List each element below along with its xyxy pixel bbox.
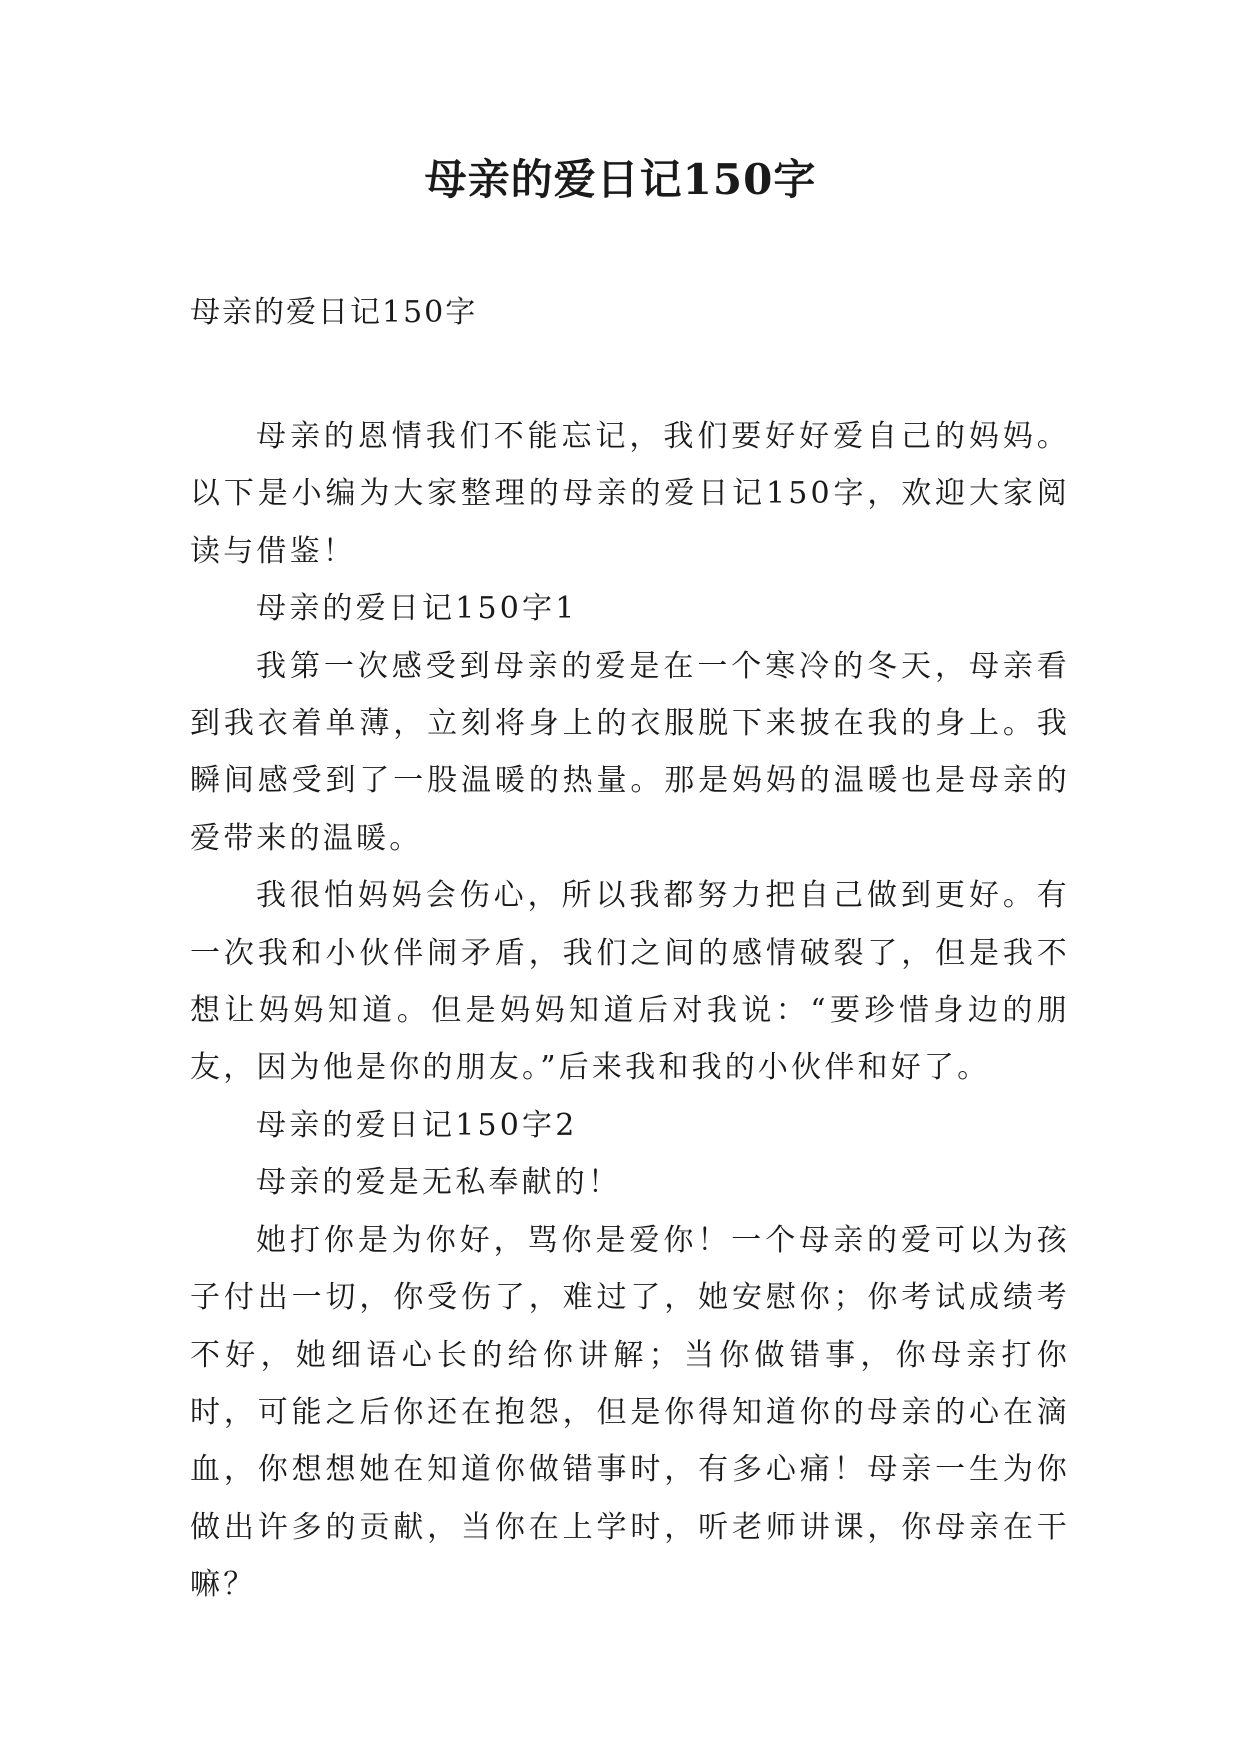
document-subtitle: 母亲的爱日记150字 xyxy=(190,295,478,330)
document-title: 母亲的爱日记150字 xyxy=(424,155,817,204)
section-heading-2: 母亲的爱日记150字2 xyxy=(256,1107,578,1143)
body-paragraph: 我很怕妈妈会伤心，所以我都努力把自己做到更好。有一次我和小伙伴闹矛盾，我们之间的感情破裂了，但是我不想让妈妈知道。但是妈妈知道后对我说：“要珍惜身边的朋友，因为他是你的朋友。”后来我和我的小伙伴和好了。 xyxy=(190,878,1070,1086)
section-heading-1: 母亲的爱日记150字1 xyxy=(256,591,578,627)
body-paragraph: 我第一次感受到母亲的爱是在一个寒冷的冬天，母亲看到我衣着单薄，立刻将身上的衣服脱下来披在我的身上。我瞬间感受到了一股温暖的热量。那是妈妈的温暖也是母亲的爱带来的温暖。 xyxy=(190,648,1070,856)
intro-paragraph: 母亲的恩情我们不能忘记，我们要好好爱自己的妈妈。以下是小编为大家整理的母亲的爱日记150字，欢迎大家阅读与借鉴！ xyxy=(190,419,1070,569)
body-paragraph: 母亲的爱是无私奉献的！ xyxy=(256,1165,622,1201)
document-body xyxy=(190,408,1070,1614)
body-paragraph: 她打你是为你好，骂你是爱你！一个母亲的爱可以为孩子付出一切，你受伤了，难过了，她安慰你；你考试成绩考不好，她细语心长的给你讲解；当你做错事，你母亲打你时，可能之后你还在抱怨，但是你得知道你的母亲的心在滴血，你想想她在知道你做错事时，有多心痛！母亲一生为你做出许多的贡献，当你在上学时，听老师讲课，你母亲在干嘛？ xyxy=(190,1222,1070,1603)
